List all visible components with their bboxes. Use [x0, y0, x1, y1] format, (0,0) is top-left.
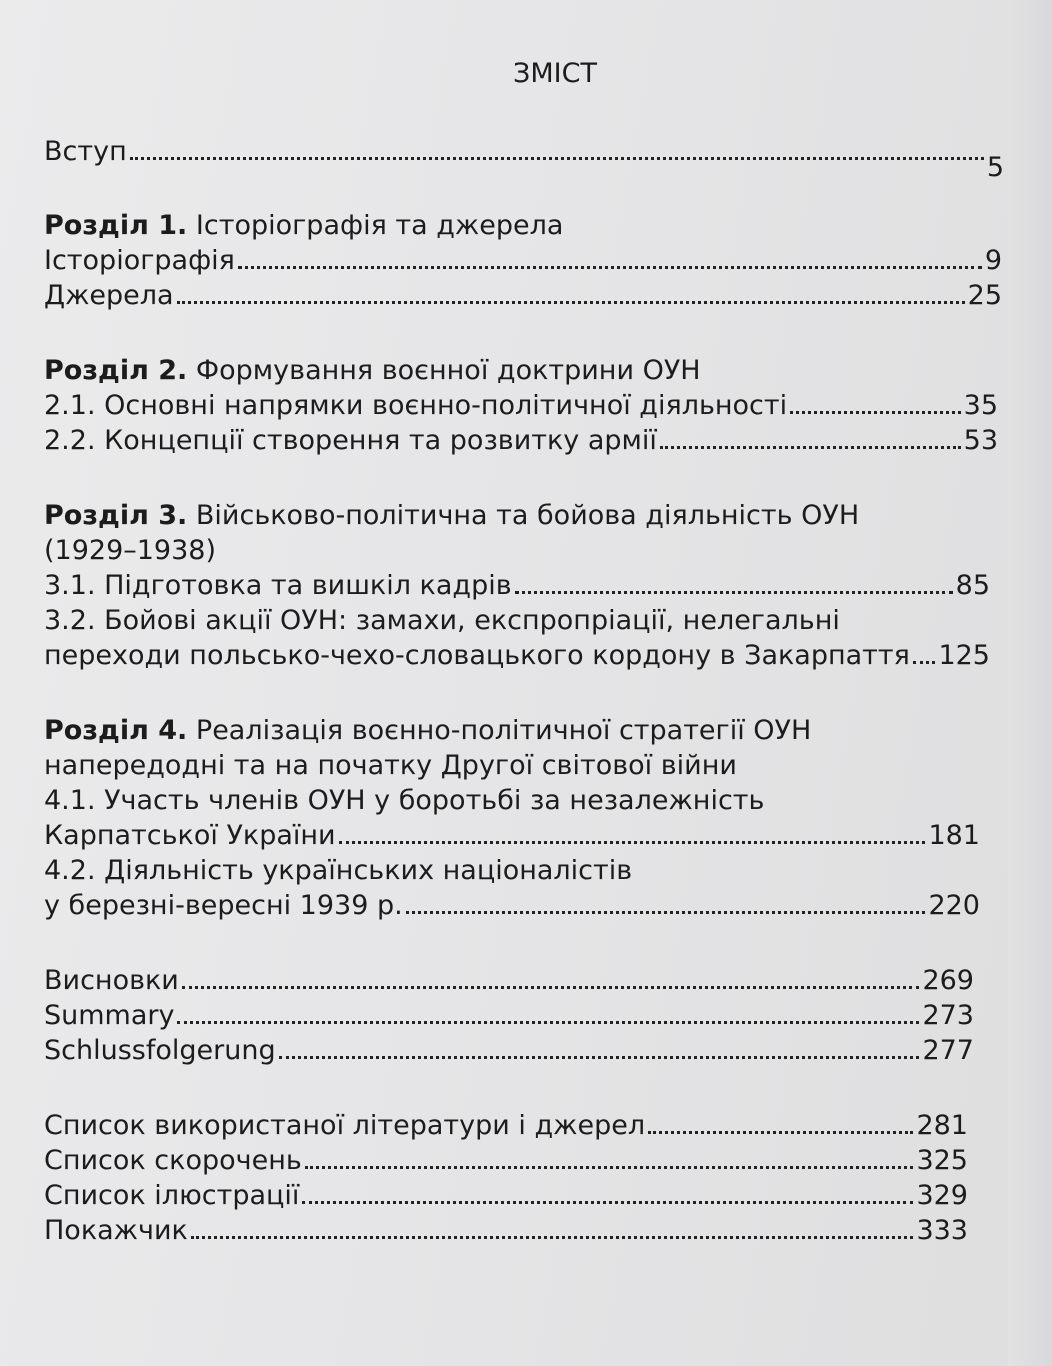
leader-dots [279, 1056, 920, 1059]
toc-entry [44, 638, 990, 673]
entry-page: 277 [922, 1035, 974, 1066]
chapter-title: Військово-політична та бойова діяльність ОУН [195, 500, 860, 531]
leader-dots [238, 266, 982, 269]
leader-dots [130, 157, 984, 160]
entry-page: 85 [955, 570, 990, 601]
toc-entry [44, 818, 980, 853]
toc-chapter-1 [44, 208, 1002, 313]
leader-dots [660, 446, 961, 449]
entry-page: 269 [922, 965, 974, 996]
entry-page: 273 [922, 1000, 974, 1031]
entry-label: Карпатської України [44, 820, 336, 851]
leader-dots [191, 1236, 914, 1239]
entry-label-line1: 3.2. Бойові акції ОУН: замахи, експропріації, нелегальні [44, 605, 840, 636]
toc-lists [44, 1108, 968, 1248]
toc-entry [44, 1108, 968, 1143]
toc-entry [44, 998, 974, 1033]
chapter-title: Реалізація воєнно-політичної стратегії ОУН [195, 715, 812, 746]
toc-entry [44, 1033, 974, 1068]
chapter-number: Розділ 2. [44, 355, 188, 386]
leader-dots [305, 1166, 914, 1169]
entry-label-line1: 4.2. Діяльність українських націоналістів [44, 855, 633, 886]
entry-label: Висновки [44, 965, 179, 996]
toc-entry [44, 423, 998, 458]
toc-entry [44, 1213, 968, 1248]
entry-label: Вступ [44, 136, 127, 167]
entry-label: Список ілюстрації [44, 1180, 300, 1211]
entry-page: 9 [984, 245, 1002, 276]
entry-label: у березні-вересні 1939 р. [44, 890, 403, 921]
leader-dots [790, 411, 961, 414]
entry-label: Покажчик [44, 1215, 188, 1246]
toc-chapter-4 [44, 713, 980, 923]
leader-dots [515, 591, 953, 594]
chapter-number: Розділ 1. [44, 210, 188, 241]
chapter-heading [44, 498, 990, 533]
entry-page: 35 [963, 390, 998, 421]
leader-dots [177, 1021, 919, 1024]
entry-page: 125 [938, 640, 990, 671]
toc-chapter-2 [44, 353, 998, 458]
entry-page: 333 [916, 1215, 968, 1246]
chapter-heading [44, 208, 1002, 243]
leader-dots [182, 986, 920, 989]
toc-entry [44, 1178, 968, 1213]
entry-label: переходи польсько-чехо-словацького кордону в Закарпаття [44, 640, 910, 671]
entry-page: 281 [916, 1110, 968, 1141]
leader-dots [406, 911, 926, 914]
leader-dots [177, 301, 965, 304]
entry-page: 53 [963, 425, 998, 456]
toc-intro [44, 133, 1004, 183]
toc-entry [44, 278, 1002, 313]
chapter-heading [44, 353, 998, 388]
toc-entry [44, 963, 974, 998]
leader-dots [302, 1201, 913, 1204]
page-edge-shadow [1008, 0, 1052, 1366]
entry-page: 25 [967, 280, 1002, 311]
entry-page: 5 [986, 152, 1004, 183]
toc-entry [44, 243, 1002, 278]
chapter-heading [44, 713, 980, 748]
toc-entry-intro [44, 133, 1004, 183]
entry-label: 2.2. Концепції створення та розвитку армії [44, 425, 657, 456]
chapter-title: Формування воєнної доктрини ОУН [195, 355, 701, 386]
chapter-title-cont: (1929–1938) [44, 535, 216, 566]
toc-entry [44, 888, 980, 923]
leader-dots [913, 661, 936, 664]
toc-chapter-3 [44, 498, 990, 673]
entry-label: Історіографія [44, 245, 235, 276]
leader-dots [648, 1131, 913, 1134]
entry-label: 2.1. Основні напрямки воєнно-політичної діяльності [44, 390, 788, 421]
toc-title: ЗМІСТ [513, 58, 597, 89]
chapter-title: Історіографія та джерела [195, 210, 564, 241]
entry-label: Summary [44, 1000, 175, 1031]
chapter-number: Розділ 3. [44, 500, 188, 531]
toc-conclusions [44, 963, 974, 1068]
entry-page: 220 [928, 890, 980, 921]
entry-page: 325 [916, 1145, 968, 1176]
entry-page: 329 [916, 1180, 968, 1211]
toc-entry [44, 1143, 968, 1178]
entry-page: 181 [928, 820, 980, 851]
chapter-number: Розділ 4. [44, 715, 188, 746]
entry-label: Список скорочень [44, 1145, 302, 1176]
chapter-title-cont: напередодні та на початку Другої світової війни [44, 750, 737, 781]
entry-label: 3.1. Підготовка та вишкіл кадрів [44, 570, 512, 601]
entry-label: Джерела [44, 280, 174, 311]
toc-entry [44, 568, 990, 603]
toc-entry [44, 388, 998, 423]
entry-label: Список використаної літератури і джерел [44, 1110, 646, 1141]
entry-label-line1: 4.1. Участь членів ОУН у боротьбі за незалежність [44, 785, 765, 816]
table-of-contents [44, 133, 1004, 1288]
entry-label: Schlussfolgerung [44, 1035, 276, 1066]
leader-dots [339, 841, 926, 844]
